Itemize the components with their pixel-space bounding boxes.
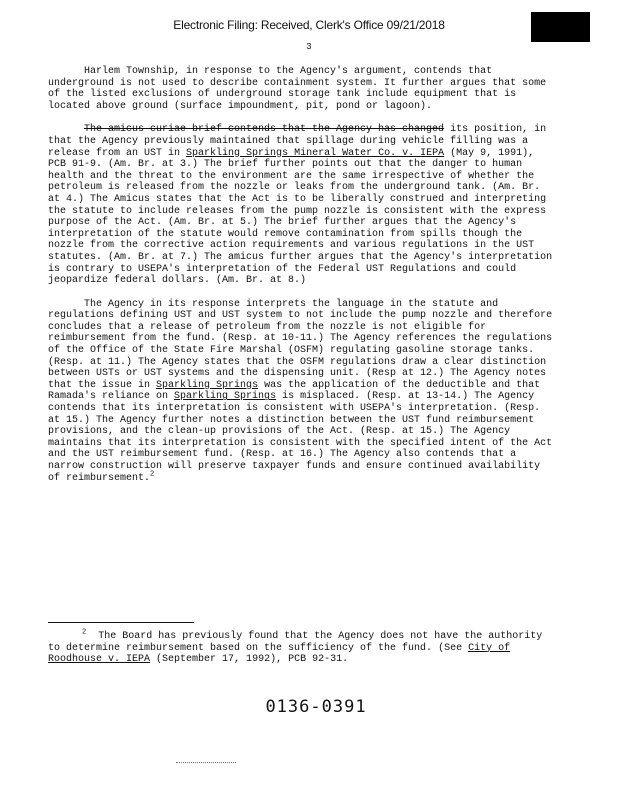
electronic-filing-header: Electronic Filing: Received, Clerk's Office 09/21/2018 [173, 18, 445, 32]
case-citation: Sparkling Springs Mineral Water Co. v. IEPA [186, 147, 445, 159]
struck-sentence: The amicus curiae brief contends that the Agency has changed [84, 124, 445, 136]
redaction-box [531, 12, 590, 42]
case-citation: Sparkling Springs [156, 379, 259, 391]
footnote-divider [48, 622, 194, 623]
scan-artifact [176, 762, 236, 763]
paragraph-harlem-township: Harlem Township, in response to the Agency's argument, contends that underground is not used to describe containment system. It further argues that some of the listed exclusions of underground storage tank include equipment that is located above ground (surface impoundment, pit, pond or lagoon). [48, 66, 547, 112]
footnote-text: The Board has previously found that the Agency does not have the authority to determine reimbursement based on the sufficiency of the fund. (See [48, 631, 543, 654]
footnote-marker: 2 [82, 628, 87, 637]
case-citation: City of Roodhouse v. IEPA [48, 642, 511, 666]
paragraph-text: was the application of the deductible and that Ramada's reliance on [48, 379, 541, 403]
footnote [48, 628, 553, 666]
footnote-text: (September 17, 1992), PCB 92-31. [156, 654, 349, 666]
document-body [48, 66, 558, 496]
paragraph-text: its position, in that the Agency previously maintained that spillage during vehicle filling was a release from an UST in [48, 124, 547, 159]
case-citation: Sparkling Springs [174, 391, 277, 403]
paragraph-text: is misplaced. (Resp. at 13-14.) The Agency contends that its interpretation is consistent with USEPA's interpretation. (Resp. at 15.) The Agency further notes a distinction between the UST fund reimbursement provisions, and the clean-up provisions of the Act. (Resp. at 15.) The Agency maintains that its interpretation is consistent with the specified intent of the Act and the UST reimbursement fund. (Resp. at 16.) The Agency also contends that a narrow construction will preserve taxpayer funds and ensure continued availability of reimbursement. [48, 391, 553, 484]
paragraph-agency-response [48, 299, 558, 485]
footnote-reference: 2 [150, 470, 155, 479]
paragraph-text: The Agency in its response interprets the language in the statute and regulations defining UST and UST system to not include the pump nozzle and therefore concludes that a release of petroleum from the nozzle is not eligible for reimbursement from the fund. (Resp. at 10-11.) The Agency references the regulations of the Office of the State Fire Marshal (OSFM) regulating gasoline storage tanks. (Resp. at 11.) The Agency states that the OSFM regulations draw a clear distinction between USTs or UST systems and the dispensing unit. (Resp at 12.) The Agency notes that the issue in [48, 298, 553, 391]
page-number: 3 [306, 42, 312, 52]
bates-stamp-number: 0136-0391 [265, 697, 367, 717]
paragraph-text: (May 9, 1991), PCB 91-9. (Am. Br. at 3.) The brief further points out that the danger to human health and the threat to the environment are the same irrespective of whether the petroleum is released from the nozzle or leaks from the underground tank. (Am. Br. at 4.) The Amicus states that the Act is to be liberally construed and interpreting the statute to include releases from the pump nozzle is consistent with the express purpose of the Act. (Am. Br. at 5.) The brief further argues that the Agency's interpretation of the statute would remove contamination from spills though the nozzle from the corrective action requirements and various regulations in the UST statutes. (Am. Br. at 7.) The amicus further argues that the Agency's interpretation is contrary to USEPA's interpretation of the Federal UST Regulations and could jeopardize federal dollars. (Am. Br. at 8.) [48, 147, 553, 287]
paragraph-amicus-brief [48, 124, 558, 286]
